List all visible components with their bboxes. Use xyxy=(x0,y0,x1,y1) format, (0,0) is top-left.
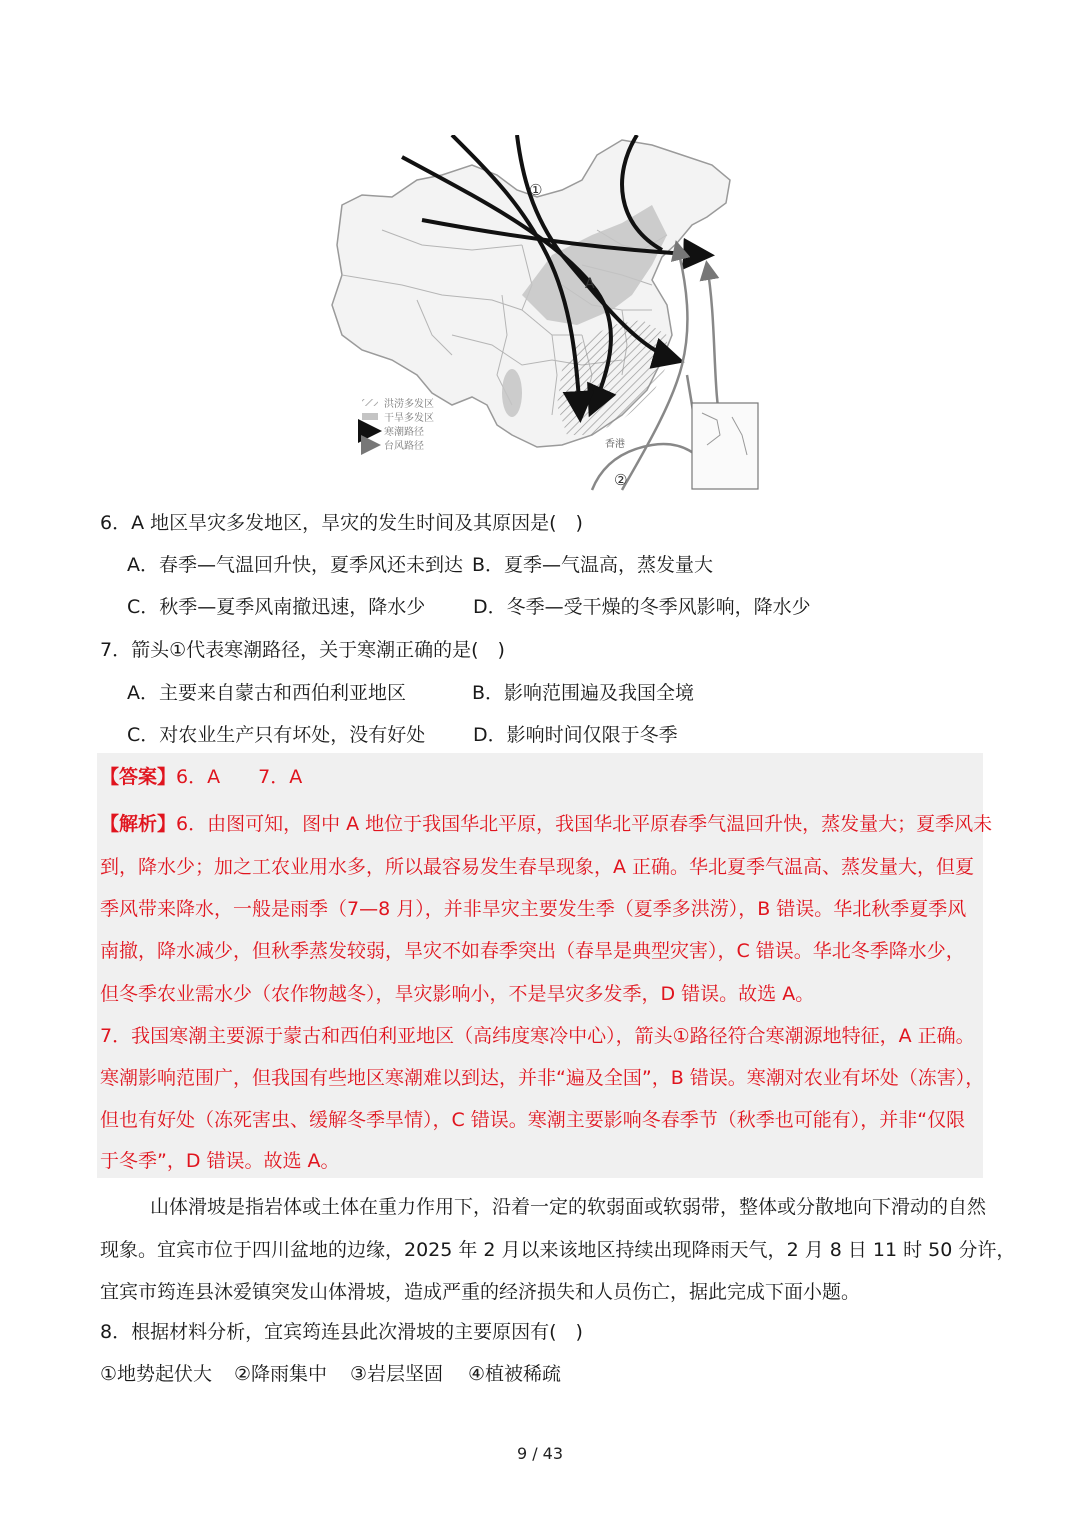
answer-line xyxy=(100,765,302,789)
q6-option-b: B．夏季—气温高，蒸发量大 xyxy=(472,554,714,576)
legend-coldwave: 寒潮路径 xyxy=(384,427,424,438)
south-sea-inset xyxy=(692,403,758,489)
map-svg xyxy=(322,135,762,493)
answer-tag: 【答案】 xyxy=(100,766,177,788)
q7-option-d: D．影响时间仅限于冬季 xyxy=(473,724,678,746)
analysis-line-9: 于冬季”，D 错误。故选 A。 xyxy=(100,1150,340,1172)
passage-line-1: 山体滑坡是指岩体或土体在重力作用下，沿着一定的软弱面或软弱带，整体或分散地向下滑动的自然 xyxy=(150,1196,987,1218)
analysis-line-7: 寒潮影响范围广，但我国有些地区寒潮难以到达，并非“遍及全国”，B 错误。寒潮对农业有坏处（冻害）， xyxy=(100,1067,985,1089)
q7-stem: 7．箭头①代表寒潮路径，关于寒潮正确的是( ) xyxy=(100,639,505,661)
q8-choice-1: ①地势起伏大 xyxy=(100,1363,213,1385)
page-number: 9 / 43 xyxy=(516,1444,564,1463)
analysis-line-8: 但也有好处（冻死害虫、缓解冬季旱情），C 错误。寒潮主要影响冬春季节（秋季也可能有），并非“仅限 xyxy=(100,1109,966,1131)
q7-option-a: A．主要来自蒙古和西伯利亚地区 xyxy=(127,682,406,704)
area-a-label: A xyxy=(585,276,595,292)
path-1-label: ① xyxy=(529,181,543,199)
drought-area-sw xyxy=(502,369,522,417)
path-2-label: ② xyxy=(614,471,628,489)
passage-line-3: 宜宾市筠连县沐爱镇突发山体滑坡，造成严重的经济损失和人员伤亡，据此完成下面小题。 xyxy=(100,1281,861,1303)
q7-option-b: B．影响范围遍及我国全境 xyxy=(472,682,695,704)
analysis-line-6: 7．我国寒潮主要源于蒙古和西伯利亚地区（高纬度寒冷中心），箭头①路径符合寒潮源地特征，A 正确。 xyxy=(100,1025,975,1047)
analysis-line-1 xyxy=(100,812,992,836)
q7-option-c: C．对农业生产只有坏处，没有好处 xyxy=(127,724,426,746)
q6-option-c: C．秋季—夏季风南撤迅速，降水少 xyxy=(127,596,426,618)
analysis-line-5: 但冬季农业需水少（农作物越冬），旱灾影响小，不是旱灾多发季，D 错误。故选 A。 xyxy=(100,983,815,1005)
passage-line-2: 现象。宜宾市位于四川盆地的边缘，2025 年 2 月以来该地区持续出现降雨天气，2 月 8 日 11 时 50 分许， xyxy=(100,1239,1016,1261)
q8-choice-2: ②降雨集中 xyxy=(234,1363,328,1385)
q8-choice-3: ③岩层坚固 xyxy=(350,1363,444,1385)
q8-stem: 8．根据材料分析，宜宾筠连县此次滑坡的主要原因有( ) xyxy=(100,1321,583,1343)
q6-option-d: D．冬季—受干燥的冬季风影响，降水少 xyxy=(473,596,811,618)
analysis-line-2: 到，降水少；加之工农业用水多，所以最容易发生春旱现象，A 正确。华北夏季气温高、蒸发量大，但夏 xyxy=(100,856,975,878)
china-disaster-map xyxy=(322,135,762,493)
analysis-line-4: 南撤，降水减少，但秋季蒸发较弱，旱灾不如春季突出（春旱是典型灾害），C 错误。华北冬季降水少， xyxy=(100,940,965,962)
answer-text: 6．A 7．A xyxy=(176,766,303,788)
hongkong-label: 香港 xyxy=(605,439,625,450)
analysis-line-3: 季风带来降水，一般是雨季（7—8 月），并非旱灾主要发生季（夏季多洪涝），B 错误。华北秋季夏季风 xyxy=(100,898,967,920)
analysis-tag: 【解析】 xyxy=(100,813,177,835)
analysis-text-1: 6．由图可知，图中 A 地位于我国华北平原，我国华北平原春季气温回升快，蒸发量大；夏季风未 xyxy=(176,813,993,835)
legend-flood: 洪涝多发区 xyxy=(384,399,434,410)
q8-choice-4: ④植被稀疏 xyxy=(468,1363,562,1385)
legend-drought: 干旱多发区 xyxy=(384,413,434,424)
legend-typhoon: 台风路径 xyxy=(384,441,424,452)
q6-stem: 6．A 地区旱灾多发地区，旱灾的发生时间及其原因是( ) xyxy=(100,512,583,534)
q6-option-a: A．春季—气温回升快，夏季风还未到达 xyxy=(127,554,463,576)
map-legend xyxy=(362,397,434,452)
